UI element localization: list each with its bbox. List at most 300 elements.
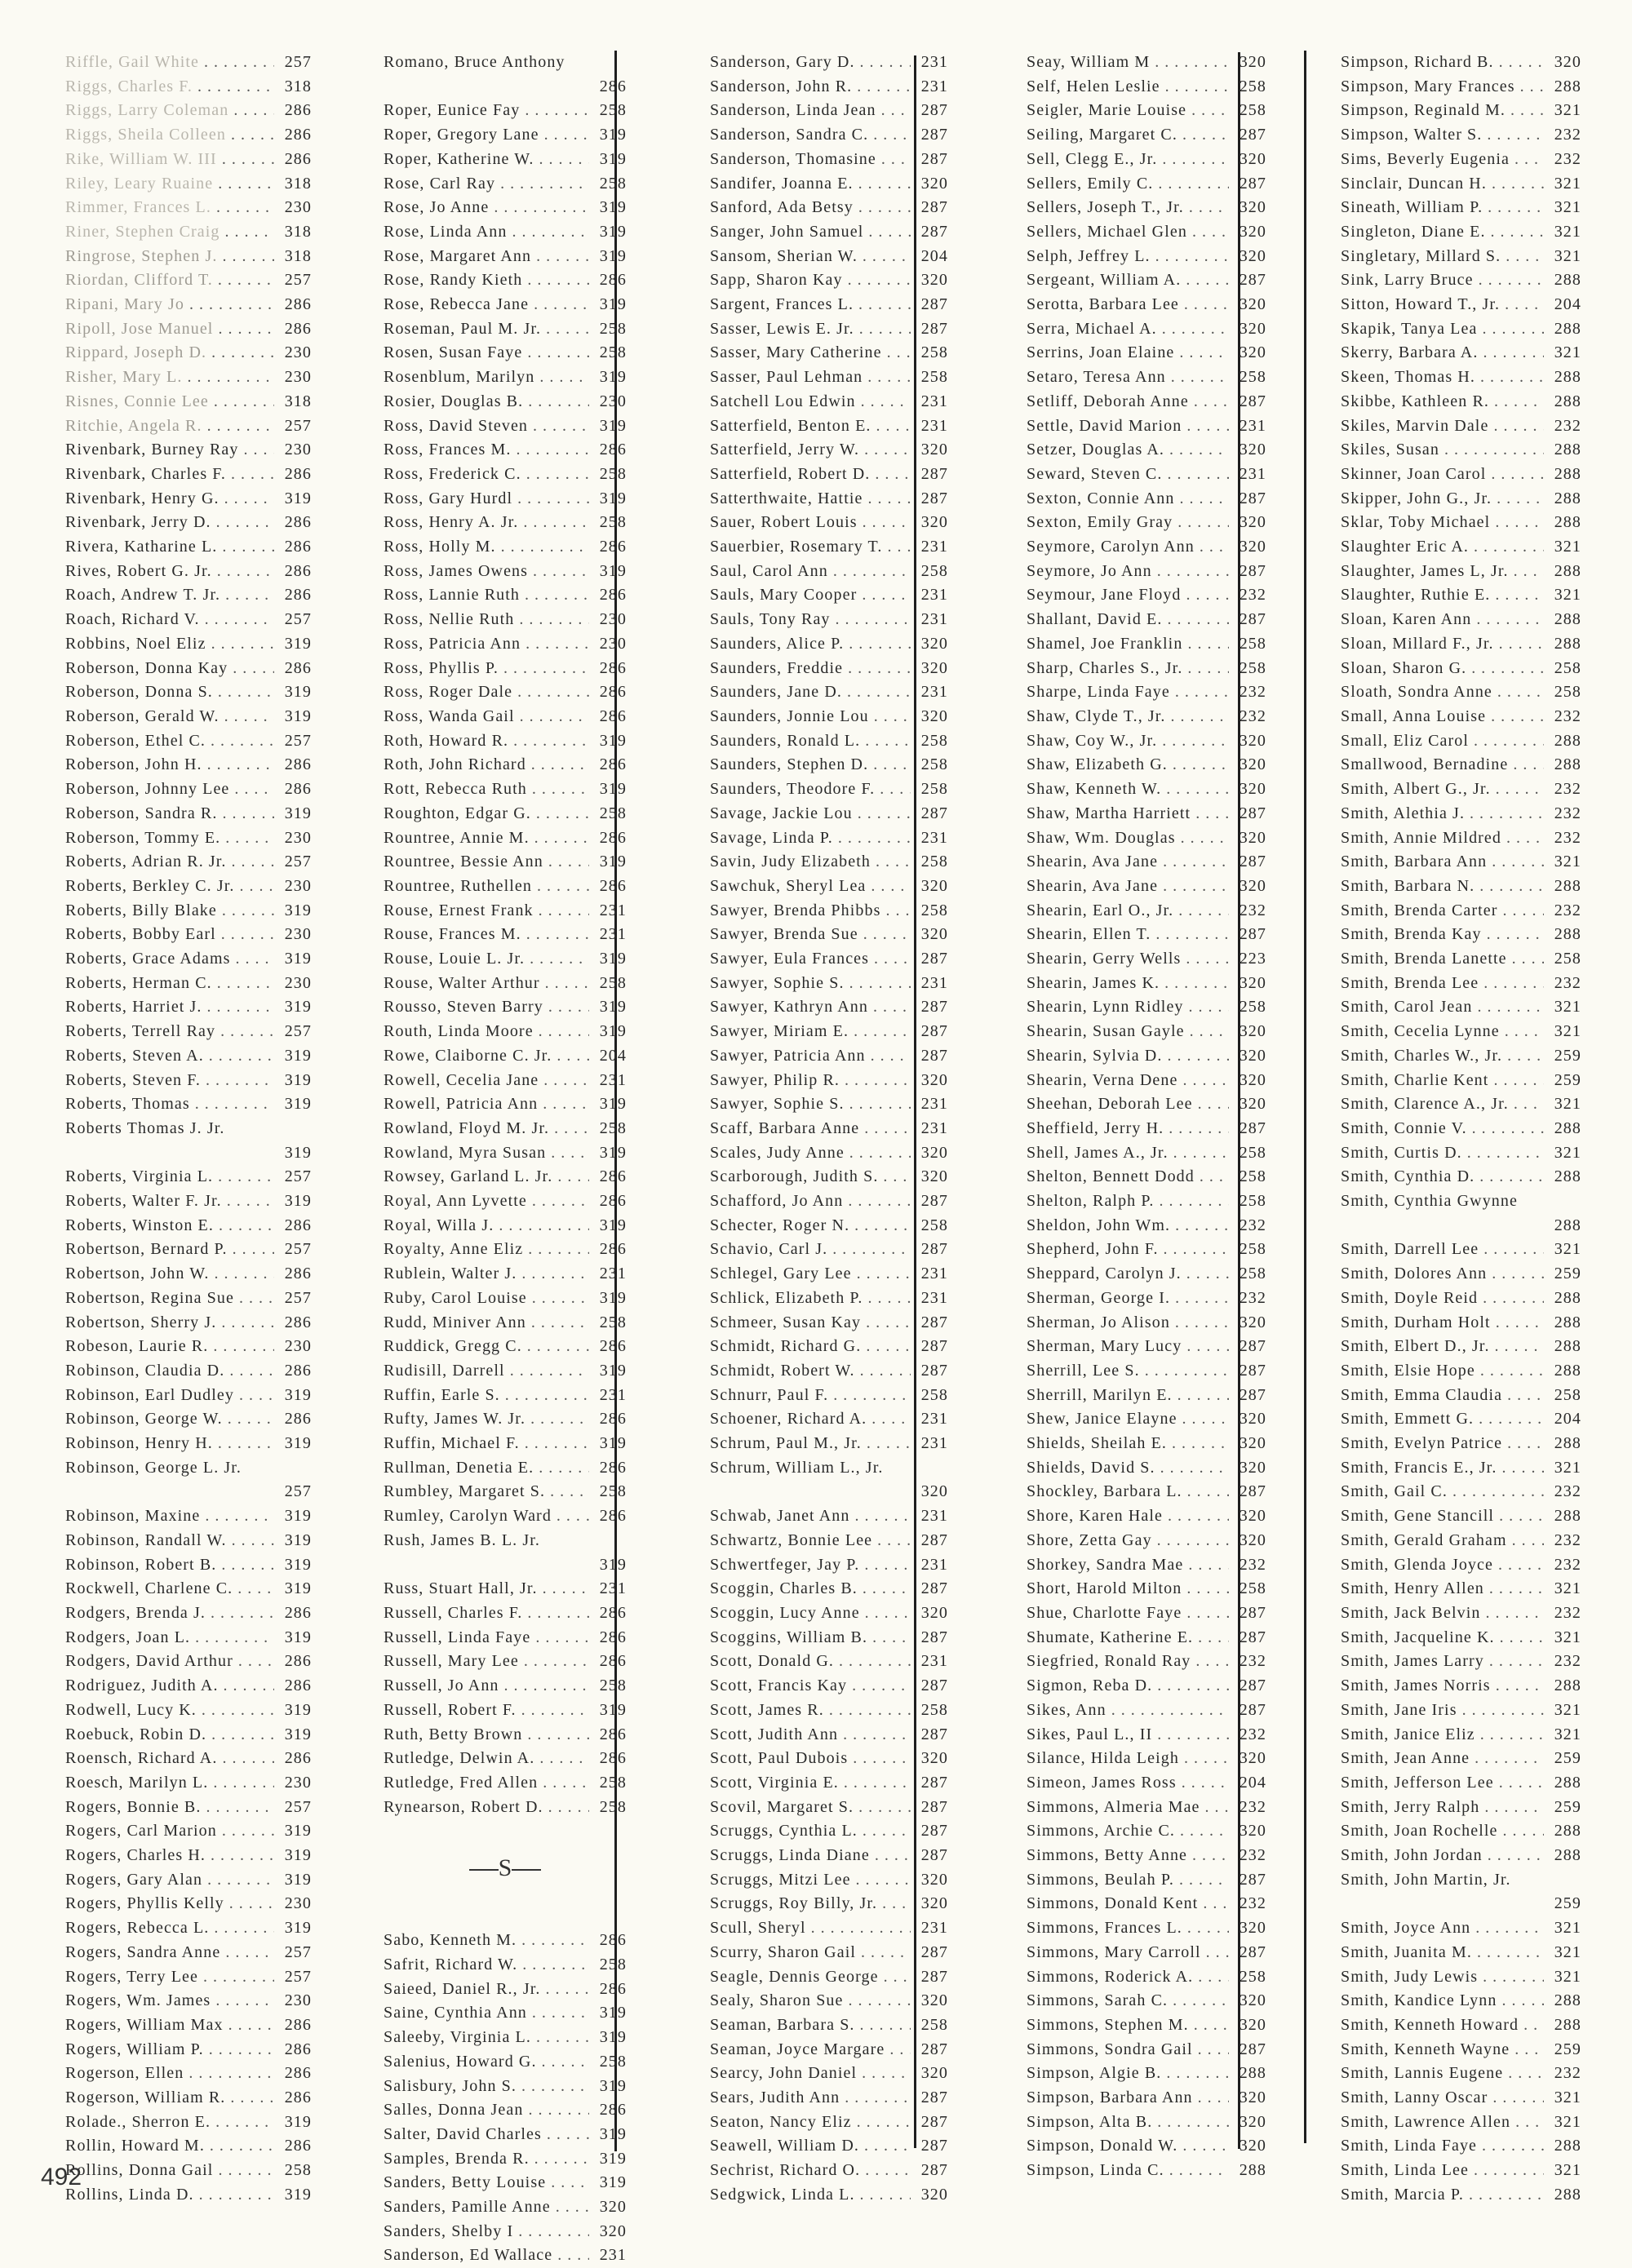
leader-dots <box>1489 1577 1544 1601</box>
entry-page-number: 258 <box>599 1797 627 1816</box>
entry-name: Skipper, John G., Jr. <box>1341 489 1492 507</box>
leader-dots <box>188 2062 274 2086</box>
entry-page-number: 232 <box>1239 1846 1266 1865</box>
leader-dots <box>1483 1238 1544 1262</box>
index-entry <box>65 1916 312 1941</box>
leader-dots <box>548 995 589 1020</box>
entry-page-number: 320 <box>599 2221 627 2240</box>
leader-dots <box>222 802 274 826</box>
entry-name: Smith, Charlie Kent <box>1341 1070 1489 1089</box>
entry-name: Schmidt, Richard G. <box>710 1337 862 1356</box>
entry-page-number: 287 <box>920 1797 948 1816</box>
entry-page-number: 320 <box>1239 755 1266 774</box>
index-entry <box>384 1092 627 1117</box>
entry-page-number: 319 <box>284 1919 312 1938</box>
index-entry <box>384 1771 627 1796</box>
entry-page-number: 230 <box>284 925 312 944</box>
index-entry <box>65 1432 312 1456</box>
entry-name: Sloath, Sondra Anne <box>1341 683 1492 702</box>
entry-name: Scull, Sheryl <box>710 1919 806 1938</box>
index-entry <box>65 875 312 899</box>
entry-page-number: 320 <box>1239 1095 1266 1114</box>
entry-page-number: 287 <box>920 489 948 507</box>
leader-dots <box>1491 463 1544 487</box>
entry-page-number: 319 <box>599 1022 627 1041</box>
leader-dots <box>211 1601 274 1626</box>
entry-page-number: 321 <box>1554 1725 1581 1743</box>
leader-dots <box>533 560 589 584</box>
entry-page-number: 257 <box>284 1942 312 1961</box>
index-entry <box>1027 390 1266 414</box>
leader-dots <box>1198 2086 1229 2111</box>
index-entry <box>65 1796 312 1820</box>
leader-dots <box>210 2134 274 2159</box>
entry-page-number: 286 <box>284 149 312 168</box>
index-entry <box>1341 1529 1581 1553</box>
entry-page-number: 320 <box>1239 1410 1266 1429</box>
index-entry <box>1341 1577 1581 1601</box>
entry-name: Russell, Jo Ann <box>384 1677 499 1695</box>
leader-dots <box>852 1674 911 1699</box>
index-entry <box>710 995 948 1020</box>
index-entry <box>384 850 627 875</box>
leader-dots <box>1163 850 1229 875</box>
entry-page-number: 286 <box>599 271 627 290</box>
entry-name: Rufty, James W. Jr. <box>384 1410 526 1429</box>
entry-name: Rodwell, Lucy K. <box>65 1700 197 1719</box>
leader-dots <box>1492 2086 1544 2111</box>
entry-name: Sauerbier, Rosemary T. <box>710 538 883 556</box>
entry-name: Smith, Glenda Joyce <box>1341 1555 1493 1574</box>
index-entry <box>710 1650 948 1674</box>
entry-name: Sanders, Pamille Anne <box>384 2198 551 2217</box>
entry-name: Ross, Wanda Gail <box>384 707 515 725</box>
leader-dots <box>1512 947 1544 972</box>
entry-name: Ruddick, Gregg C. <box>384 1337 522 1356</box>
leader-dots <box>218 268 274 293</box>
leader-dots <box>500 172 589 197</box>
index-entry <box>710 705 948 729</box>
leader-dots <box>1492 1262 1544 1287</box>
leader-dots <box>1477 1941 1544 1965</box>
leader-dots <box>517 438 590 463</box>
entry-name: Shell, James A., Jr. <box>1027 1143 1169 1162</box>
index-entry <box>384 2026 627 2050</box>
entry-name: Roberson, John H. <box>65 755 202 774</box>
entry-name: Seymore, Carolyn Ann <box>1027 538 1195 556</box>
index-entry <box>384 172 627 197</box>
index-entry <box>1027 220 1266 245</box>
leader-dots <box>1479 875 1544 899</box>
index-entry <box>1027 123 1266 148</box>
index-entry <box>1341 1020 1581 1044</box>
leader-dots <box>527 1335 589 1359</box>
entry-page-number: 286 <box>284 1677 312 1695</box>
entry-page-number: 288 <box>1554 1216 1581 1234</box>
entry-name: Smith, Carol Jean <box>1341 998 1473 1017</box>
entry-page-number: 320 <box>920 1482 948 1501</box>
entry-page-number: 259 <box>1554 1070 1581 1089</box>
entry-page-number: 258 <box>1554 683 1581 702</box>
entry-page-number: 286 <box>599 441 627 459</box>
index-entry <box>1027 2134 1266 2159</box>
index-entry <box>1027 753 1266 777</box>
entry-name: Salenius, Howard G. <box>384 2052 537 2071</box>
entry-name: Skinner, Joan Carol <box>1341 464 1487 483</box>
index-entry <box>1341 1916 1581 1941</box>
entry-name: Sasser, Lewis E. Jr. <box>710 319 854 338</box>
leader-dots <box>1186 1577 1229 1601</box>
index-entry <box>710 123 948 148</box>
entry-page-number: 230 <box>599 634 627 653</box>
leader-dots <box>858 172 911 197</box>
leader-dots <box>1514 560 1544 584</box>
index-entry <box>1341 1238 1581 1262</box>
entry-name: Shumate, Katherine E. <box>1027 1628 1194 1646</box>
leader-dots <box>521 1699 589 1723</box>
index-entry <box>710 1407 948 1432</box>
index-entry <box>710 1892 948 1916</box>
entry-name: Setaro, Teresa Ann <box>1027 368 1166 387</box>
leader-dots <box>239 1287 274 1311</box>
entry-name: Rose, Randy Kieth <box>384 271 523 290</box>
leader-dots <box>1171 365 1229 390</box>
entry-page-number: 231 <box>920 1095 948 1114</box>
index-entry <box>1027 1819 1266 1844</box>
leader-dots <box>1157 1723 1229 1748</box>
leader-dots <box>218 680 274 705</box>
index-entry <box>1341 2038 1581 2062</box>
entry-page-number: 319 <box>284 1070 312 1089</box>
index-entry <box>1027 608 1266 632</box>
entry-name: Seaman, Joyce Margare <box>710 2040 885 2058</box>
leader-dots <box>217 560 274 584</box>
index-entry <box>1027 2159 1266 2183</box>
entry-name: Rouse, Frances M. <box>384 925 521 944</box>
entry-name: Sheffield, Jerry H. <box>1027 1118 1164 1137</box>
index-entry <box>1341 268 1581 293</box>
index-entry <box>384 729 627 754</box>
entry-name: Sikes, Ann <box>1027 1700 1106 1719</box>
entry-page-number: 232 <box>1554 1652 1581 1671</box>
entry-page-number: 321 <box>1554 1022 1581 1041</box>
index-entry <box>384 1311 627 1336</box>
entry-page-number: 320 <box>920 1749 948 1768</box>
leader-dots <box>861 1941 911 1965</box>
entry-name: Smith, Emmett G. <box>1341 1410 1475 1429</box>
entry-name: Rush, James B. L. Jr. <box>384 1530 540 1549</box>
entry-name: Ross, David Steven <box>384 416 529 435</box>
entry-page-number: 287 <box>1239 1628 1266 1646</box>
entry-name: Rowell, Cecelia Jane <box>384 1070 539 1089</box>
leader-dots <box>527 268 589 293</box>
index-entry <box>1027 99 1266 123</box>
index-entry <box>1341 1868 1581 1916</box>
entry-name: Smith, Gail C. <box>1341 1482 1448 1501</box>
index-entry <box>1027 1069 1266 1093</box>
index-entry <box>1341 680 1581 705</box>
entry-page-number: 286 <box>599 658 627 677</box>
entry-page-number: 321 <box>1554 2112 1581 2131</box>
header-rule-left <box>469 1869 499 1871</box>
entry-name: Sheppard, Carolyn J. <box>1027 1265 1182 1283</box>
entry-name: Sauer, Robert Louis <box>710 513 858 532</box>
entry-page-number: 258 <box>599 319 627 338</box>
entry-page-number: 319 <box>599 149 627 168</box>
leader-dots <box>1467 1141 1544 1166</box>
entry-name: Scovil, Margaret S. <box>710 1797 854 1816</box>
entry-page-number: 321 <box>1554 343 1581 362</box>
entry-page-number: 286 <box>284 319 312 338</box>
entry-page-number: 319 <box>599 1434 627 1453</box>
entry-page-number: 286 <box>599 1628 627 1646</box>
entry-name: Shearin, Gerry Wells <box>1027 950 1182 968</box>
entry-page-number: 286 <box>599 828 627 847</box>
index-entry <box>710 1432 948 1456</box>
leader-dots <box>207 1868 274 1893</box>
entry-name: Smith, Emma Claudia <box>1341 1385 1503 1404</box>
entry-name: Simpson, Walter S. <box>1341 126 1483 144</box>
entry-name: Smith, Brenda Carter <box>1341 901 1498 919</box>
index-entry <box>1341 414 1581 439</box>
entry-page-number: 257 <box>284 1288 312 1307</box>
index-entry <box>384 148 627 172</box>
entry-page-number: 258 <box>599 513 627 532</box>
entry-page-number: 320 <box>920 634 948 653</box>
index-entry <box>1341 2183 1581 2208</box>
entry-page-number: 288 <box>1554 464 1581 483</box>
leader-dots <box>221 1553 274 1578</box>
index-entry <box>384 608 627 632</box>
leader-dots <box>543 1092 589 1117</box>
index-entry <box>710 1723 948 1748</box>
leader-dots <box>1180 1819 1229 1844</box>
index-entry <box>65 2183 312 2208</box>
index-entry <box>65 1674 312 1699</box>
entry-page-number: 231 <box>920 77 948 95</box>
entry-name: Smith, John Martin, Jr. <box>1341 1870 1511 1889</box>
leader-dots <box>1491 705 1544 729</box>
leader-dots <box>545 972 589 996</box>
leader-dots <box>887 341 911 365</box>
index-entry <box>710 1044 948 1069</box>
entry-page-number: 258 <box>599 343 627 362</box>
entry-name: Roberts, Harriet J. <box>65 998 202 1017</box>
entry-name: Sawyer, Patricia Ann <box>710 1046 866 1065</box>
index-entry <box>384 1456 627 1481</box>
index-entry <box>1341 2013 1581 2038</box>
entry-name: Rowsey, Garland L. Jr. <box>384 1167 553 1186</box>
index-entry <box>384 414 627 439</box>
entry-name: Shaw, Coy W., Jr. <box>1027 731 1158 750</box>
leader-dots <box>526 923 589 947</box>
entry-page-number: 231 <box>920 1118 948 1137</box>
entry-page-number: 320 <box>1239 1070 1266 1089</box>
index-entry <box>384 1674 627 1699</box>
leader-dots <box>1477 995 1544 1020</box>
entry-page-number: 286 <box>599 1507 627 1526</box>
index-entry <box>384 1044 627 1069</box>
entry-name: Saine, Cynthia Ann <box>384 2004 527 2022</box>
entry-name: Rumley, Carolyn Ward <box>384 1507 552 1526</box>
entry-page-number: 286 <box>599 1410 627 1429</box>
index-entry <box>710 1989 948 2013</box>
leader-dots <box>1484 1796 1544 1820</box>
entry-page-number: 320 <box>920 707 948 725</box>
entry-name: Simmons, Betty Anne <box>1027 1846 1188 1865</box>
leader-dots <box>883 1165 911 1189</box>
leader-dots <box>857 2111 911 2135</box>
entry-name: Shockley, Barbara L. <box>1027 1482 1182 1501</box>
entry-name: Schafford, Jo Ann <box>710 1192 844 1211</box>
entry-page-number: 287 <box>920 319 948 338</box>
entry-page-number: 319 <box>284 1700 312 1719</box>
leader-dots <box>244 438 274 463</box>
entry-name: Roberts, Steven F. <box>65 1070 201 1089</box>
leader-dots <box>1479 268 1544 293</box>
index-entry <box>1027 414 1266 439</box>
leader-dots <box>1492 850 1544 875</box>
entry-page-number: 319 <box>599 1216 627 1234</box>
leader-dots <box>225 1941 274 1965</box>
index-entry <box>384 1407 627 1432</box>
entry-name: Sawyer, Brenda Sue <box>710 925 858 944</box>
index-entry <box>65 1819 312 1844</box>
entry-page-number: 287 <box>1239 1700 1266 1719</box>
entry-page-number: 258 <box>1554 950 1581 968</box>
index-entry <box>65 341 312 365</box>
entry-page-number: 319 <box>599 246 627 265</box>
leader-dots <box>527 341 589 365</box>
leader-dots <box>873 753 911 777</box>
entry-name: Simmons, Roderick A. <box>1027 1967 1194 1986</box>
entry-page-number: 258 <box>1239 1192 1266 1211</box>
entry-page-number: 258 <box>920 343 948 362</box>
leader-dots <box>1480 1723 1544 1748</box>
leader-dots <box>1495 583 1544 608</box>
entry-name: Riggs, Charles F. <box>65 77 193 95</box>
leader-dots <box>218 1165 274 1189</box>
entry-page-number: 258 <box>1239 998 1266 1017</box>
index-entry <box>1341 1553 1581 1578</box>
entry-page-number: 287 <box>1239 1118 1266 1137</box>
index-entry <box>65 268 312 293</box>
leader-dots <box>1198 2038 1229 2062</box>
entry-page-number: 259 <box>1554 1894 1581 1913</box>
entry-page-number: 286 <box>599 1931 627 1950</box>
leader-dots <box>1495 1335 1544 1359</box>
entry-page-number: 319 <box>284 1095 312 1114</box>
entry-page-number: 232 <box>1239 901 1266 919</box>
index-entry <box>1341 1989 1581 2013</box>
entry-page-number: 320 <box>1239 198 1266 217</box>
index-entry <box>1027 1214 1266 1238</box>
leader-dots <box>1157 1674 1229 1699</box>
leader-dots <box>205 1504 274 1529</box>
leader-dots <box>547 2123 589 2147</box>
entry-page-number: 321 <box>1554 1942 1581 1961</box>
leader-dots <box>238 1650 274 1674</box>
leader-dots <box>860 2013 911 2038</box>
entry-name: Safrit, Richard W. <box>384 1956 518 1974</box>
index-entry <box>1341 463 1581 487</box>
leader-dots <box>1520 75 1544 100</box>
entry-page-number: 257 <box>284 416 312 435</box>
index-entry <box>65 293 312 317</box>
entry-page-number: 287 <box>1239 1870 1266 1889</box>
index-entry <box>384 875 627 899</box>
index-entry <box>1027 172 1266 197</box>
entry-page-number: 231 <box>920 610 948 629</box>
entry-page-number: 287 <box>1239 174 1266 193</box>
section-letter: S <box>498 1854 512 1882</box>
index-entry <box>1027 1626 1266 1650</box>
entry-name: Roberts, Grace Adams <box>65 950 231 968</box>
entry-name: Rowe, Claiborne C. Jr. <box>384 1046 552 1065</box>
entry-page-number: 287 <box>1239 1482 1266 1501</box>
header-rule-right <box>512 1869 541 1871</box>
index-entry <box>1027 1456 1266 1481</box>
index-entry <box>384 317 627 342</box>
entry-name: Sargent, Frances L. <box>710 295 854 314</box>
leader-dots <box>848 268 911 293</box>
entry-page-number: 232 <box>1239 1797 1266 1816</box>
entry-page-number: 258 <box>599 1677 627 1695</box>
index-entry <box>384 1929 627 1953</box>
index-entry <box>1027 657 1266 681</box>
leader-dots <box>505 1384 589 1408</box>
entry-name: Rosen, Susan Faye <box>384 343 523 362</box>
entry-name: Scales, Judy Anne <box>710 1143 845 1162</box>
index-entry <box>1027 972 1266 996</box>
index-entry <box>384 583 627 608</box>
entry-name: Roach, Andrew T. Jr. <box>65 586 221 605</box>
index-entry <box>710 148 948 172</box>
index-entry <box>65 1311 312 1336</box>
entry-name: Shelton, Bennett Dodd <box>1027 1167 1195 1186</box>
entry-page-number: 231 <box>920 1265 948 1283</box>
leader-dots <box>853 1747 911 1771</box>
entry-name: Singletary, Millard S. <box>1341 246 1501 265</box>
entry-page-number: 258 <box>1239 368 1266 387</box>
index-column-2-s-entries <box>384 1929 627 2268</box>
index-entry <box>710 2013 948 2038</box>
leader-dots <box>209 2038 274 2062</box>
entry-page-number: 287 <box>1239 1361 1266 1380</box>
entry-page-number: 287 <box>1239 804 1266 822</box>
index-entry <box>1341 1335 1581 1359</box>
entry-name: Simpson, Alta B. <box>1027 2112 1153 2131</box>
leader-dots <box>195 1092 274 1117</box>
leader-dots <box>1181 826 1229 851</box>
entry-name: Scoggins, William B. <box>710 1628 868 1646</box>
leader-dots <box>213 1771 274 1796</box>
entry-name: Rogers, William Max <box>65 2015 224 2034</box>
index-entry <box>65 1723 312 1748</box>
entry-page-number: 320 <box>920 876 948 895</box>
entry-name: Rosenblum, Marilyn <box>384 368 535 387</box>
index-entry <box>1027 487 1266 512</box>
entry-name: Self, Helen Leslie <box>1027 77 1160 95</box>
index-entry <box>65 1214 312 1238</box>
index-entry <box>710 51 948 75</box>
entry-name: Risnes, Connie Lee <box>65 392 209 410</box>
index-column-2-r-entries <box>384 51 627 1819</box>
leader-dots <box>530 947 589 972</box>
leader-dots <box>1173 1141 1229 1166</box>
entry-name: Smith, James Larry <box>1341 1652 1484 1671</box>
entry-name: Sharpe, Linda Faye <box>1027 683 1170 702</box>
